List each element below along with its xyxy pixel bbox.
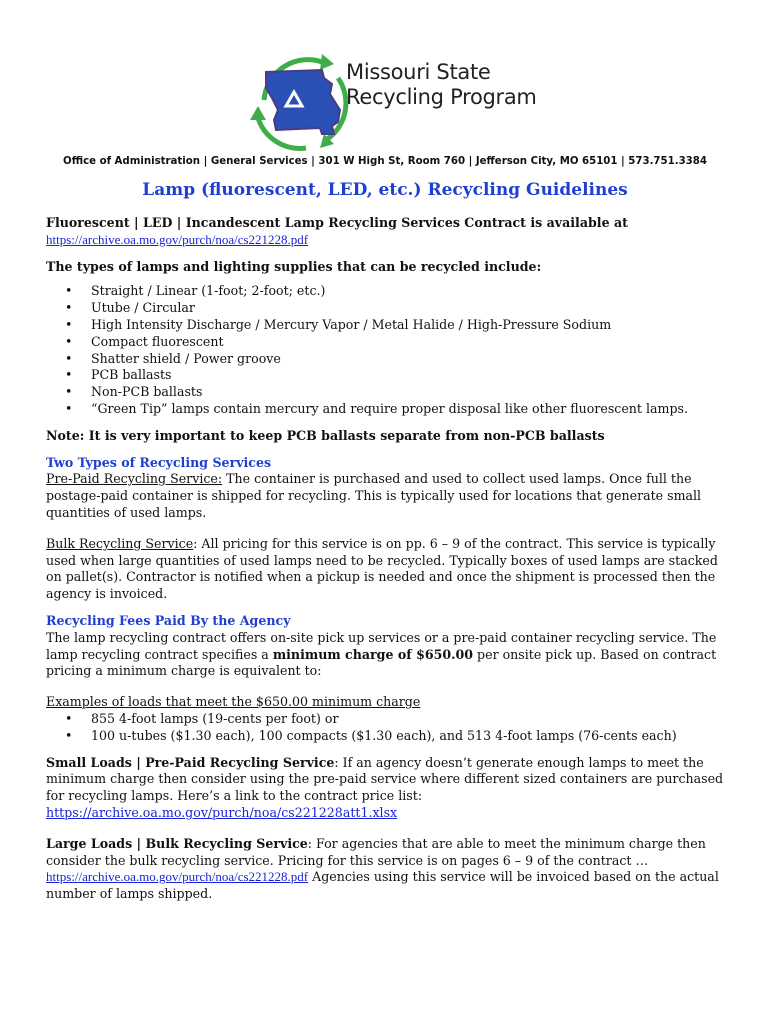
examples-label: Examples of loads that meet the $650.00 minimum charge bbox=[46, 694, 421, 710]
document-body bbox=[46, 215, 730, 903]
list-item: • “Green Tip” lamps contain mercury and require proper disposal like other fluorescent lamps. bbox=[65, 400, 688, 416]
list-item: • Utube / Circular bbox=[65, 300, 195, 316]
pcb-note: Note: It is very important to keep PCB ballasts separate from non-PCB ballasts bbox=[46, 427, 605, 443]
logo-text: Missouri State Recycling Program bbox=[346, 60, 537, 109]
bulk-contract-link[interactable]: https://archive.oa.mo.gov/purch/noa/cs221228.pdf bbox=[46, 869, 309, 885]
list-item: • Straight / Linear (1-foot; 2-foot; etc.) bbox=[65, 283, 326, 299]
lamp-types-heading: The types of lamps and lighting supplies that can be recycled include: bbox=[46, 258, 542, 274]
list-item: • Shatter shield / Power groove bbox=[65, 350, 281, 366]
list-item: • 100 u-tubes ($1.30 each), 100 compacts ($1.30 each), and 513 4-foot lamps (76-cents each) bbox=[65, 727, 677, 743]
list-item: • 855 4-foot lamps (19-cents per foot) or bbox=[65, 710, 339, 726]
fees-heading: Recycling Fees Paid By the Agency bbox=[46, 612, 291, 628]
prepaid-paragraph: Pre-Paid Recycling Service: The container is purchased and used to collect used lamps. Once full the postage-paid container is shipped for recycling. This is typically used for locations that generate small quantities of used lamps. bbox=[46, 471, 702, 520]
lamp-types-list bbox=[46, 283, 730, 417]
small-loads-paragraph: Small Loads | Pre-Paid Recycling Service: If an agency doesn’t generate enough lamps to meet the minimum charge then consider using the pre-paid service where different sized containers are purchased for recycling lamps. Here’s a link to the contract price list: bbox=[46, 754, 724, 804]
list-item: • Compact fluorescent bbox=[65, 333, 224, 349]
large-loads-paragraph: Large Loads | Bulk Recycling Service: For agencies that are able to meet the minimum charge then consider the bulk recycling service. Pricing for this service is on pages 6 – 9 of the contract … https://archive.oa.mo.gov/purch/noa/cs221228.pdf Agencies using this service will be invoiced based on the actual number of lamps shipped. bbox=[46, 835, 719, 902]
bulk-paragraph: Bulk Recycling Service: All pricing for this service is on pp. 6 – 9 of the contract. This service is typically used when large quantities of used lamps need to be recycled. Typically boxes of used lamps are stacked on pallet(s). Contractor is notified when a pickup is needed and once the shipment is processed then the agency is invoiced. bbox=[46, 535, 718, 602]
fees-paragraph: The lamp recycling contract offers on-site pick up services or a pre-paid container recycling service. The lamp recycling contract specifies a minimum charge of $650.00 per onsite pick up. Based on contract pricing a minimum charge is equivalent to: bbox=[46, 629, 717, 679]
office-address-line: Office of Administration | General Services | 301 W High St, Room 760 | Jefferson City, MO 65101 | 573.751.3384 bbox=[63, 156, 707, 167]
list-item: • Non-PCB ballasts bbox=[65, 384, 203, 400]
services-heading: Two Types of Recycling Services bbox=[46, 454, 272, 470]
contract-heading: Fluorescent | LED | Incandescent Lamp Recycling Services Contract is available at bbox=[46, 215, 628, 230]
examples-list bbox=[46, 711, 730, 745]
price-list-link[interactable]: https://archive.oa.mo.gov/purch/noa/cs221228att1.xlsx bbox=[46, 804, 398, 820]
page-title: Lamp (fluorescent, LED, etc.) Recycling Guidelines bbox=[142, 180, 628, 200]
list-item: • PCB ballasts bbox=[65, 367, 172, 383]
list-item: • High Intensity Discharge / Mercury Vapor / Metal Halide / High-Pressure Sodium bbox=[65, 316, 612, 332]
contract-link[interactable]: https://archive.oa.mo.gov/purch/noa/cs221228.pdf bbox=[46, 231, 309, 247]
